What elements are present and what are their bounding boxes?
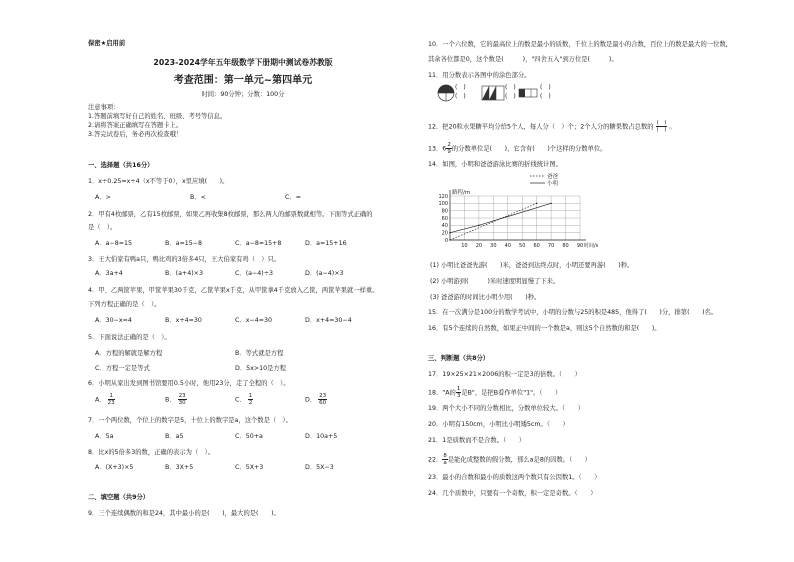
section-heading-judge: 三、判断题（共8分） (428, 355, 490, 362)
fraction-num: 23 (319, 393, 327, 399)
line-chart (428, 172, 598, 250)
fraction-den: 9 (447, 149, 451, 155)
fraction-num: 1 (248, 393, 253, 399)
option-d: D．(a−4)×3 (305, 270, 344, 277)
y-tick-label: 0 (444, 237, 448, 244)
option-c: C．方程一定是等式 (95, 365, 150, 372)
question-18-lead: 18．"A的 (428, 389, 456, 397)
question-22 (428, 453, 591, 466)
option-b: B．等式就是方程 (235, 350, 284, 357)
option-d (305, 393, 327, 406)
question-12-end: 。 (669, 123, 676, 131)
x-tick-label: 40 (504, 243, 511, 249)
option-d: D．x+4=30−4 (305, 317, 352, 324)
option-c (235, 393, 253, 406)
fraction (248, 393, 254, 406)
option-c: C．a−8=15+8 (235, 240, 282, 247)
x-tick-label: 60 (533, 243, 540, 249)
section-heading-choice: 一、选择题（共16分） (88, 162, 154, 169)
y-tick-label: 120 (438, 193, 448, 200)
question-21: 21．1是质数而不是合数。（ ） (428, 437, 526, 444)
option-label: C． (235, 396, 246, 404)
option-b: B．< (190, 194, 206, 201)
fraction-num: 1 (109, 393, 113, 399)
question-19: 19．两个大小不同的分数相比，分数单位较大。（ ） (428, 405, 584, 412)
option-label: D． (305, 396, 317, 404)
data-point (478, 225, 479, 226)
secret-stamp: 保密★启用前 (88, 40, 126, 47)
question-18 (428, 386, 561, 399)
question-9: 9．三个连续偶数的和是24，其中最小的是( )，最大的是( )。 (88, 510, 280, 517)
option-c: C．5X+3 (235, 464, 264, 471)
notice-item: 2.请将答案正确填写在答题卡上。 (88, 122, 183, 129)
question-4-cont: 下列方程正确的是（ ）。 (88, 301, 161, 308)
x-axis-label: 时间/s (584, 243, 598, 249)
option-c: C．50+a (235, 433, 263, 440)
fraction (318, 393, 327, 406)
fraction-num: 23 (178, 393, 186, 399)
y-tick-label: 40 (441, 223, 448, 230)
data-point (449, 239, 450, 240)
x-tick-label: 30 (490, 243, 497, 249)
question-12-text: 12．把20粒水果糖平均分给5个人，每人分（ ）个；2个人分的糖果数占总数的 (428, 123, 654, 131)
blank-paren: ( ) (540, 84, 551, 91)
option-b: B．3X+5 (165, 464, 194, 471)
option-a: A．> (95, 194, 111, 201)
question-14: 14．如图，小明和爸爸游泳比赛的折线统计图。 (428, 161, 562, 168)
y-tick-label: 100 (438, 201, 448, 208)
blank-paren: ( ) (505, 84, 516, 91)
option-c: C．x−4=30 (235, 317, 272, 324)
question-14-3: (3) 爸爸游的时间比小明少用( )秒。 (430, 294, 541, 301)
data-point (536, 203, 537, 204)
fraction-den: 23 (107, 400, 115, 406)
blank-paren: ( ) (505, 93, 516, 100)
question-10-cont: 其余各位都是0，这个数是( )，"四舍五入"到万位是( )。 (428, 56, 618, 63)
fraction-den: 30 (178, 400, 186, 406)
question-11: 11．用分数表示各图中的涂色部分。 (428, 72, 531, 79)
legend-label: 小明 (547, 180, 559, 187)
question-24: 24．几个质数中，只要有一个奇数，积一定是奇数。（ ） (428, 490, 597, 497)
question-10: 10．一个六位数，它的最高位上的数是最小的质数，千位上的数是最小的合数，百位上的数是最大的一位数， (428, 41, 732, 48)
question-20: 20．小明有150cm，小明比小明矮5cm。（ ） (428, 421, 569, 428)
fraction-den: 3 (456, 393, 461, 399)
x-tick-label: 80 (562, 243, 569, 249)
question-14-2: (2) 小明游到( )米时速度明显慢了下来。 (430, 278, 560, 285)
fraction-num: 8 (443, 453, 447, 459)
y-axis-label: 路程/m (452, 190, 471, 196)
notice-heading: 注意事项： (88, 104, 120, 111)
question-14-1: (1) 小明比爸爸先游( )米，爸爸到达终点时，小明还要再游( )秒。 (430, 262, 634, 269)
fraction (108, 393, 115, 406)
notice-item: 3.答完试卷后，务必再次检查哦！ (88, 131, 183, 138)
blank-fraction (656, 120, 668, 133)
x-tick-label: 90 (576, 243, 584, 249)
option-b: B．x+4=30 (165, 317, 202, 324)
blank-paren: ( ) (540, 93, 551, 100)
y-tick-label: 20 (441, 230, 448, 237)
option-a (95, 393, 115, 406)
blank: ( ) (656, 127, 667, 133)
question-23: 23．最小的合数和最小的质数这两个数只有公因数1。（ ） (428, 474, 601, 481)
y-tick-label: 60 (441, 215, 448, 222)
option-b: B．(a+4)×3 (165, 270, 203, 277)
question-12 (428, 120, 676, 133)
question-22-lead: 22． (428, 456, 443, 464)
option-a: A．a−8=15 (95, 240, 133, 247)
question-6: 6．小明从家出发到图书馆要用0.5小时，他用23分，走了全程的（ ）。 (88, 380, 290, 387)
question-5: 5．下面说法正确的是（ ）。 (88, 334, 171, 341)
option-a: A．3a+4 (95, 270, 123, 277)
option-b: B．a5 (165, 433, 184, 440)
x-tick-label: 70 (547, 243, 555, 249)
fraction-den: 60 (319, 400, 327, 406)
question-17: 17．19×25×21×2006的积一定是3的倍数。（ ） (428, 371, 581, 378)
option-d: D．5X−3 (305, 464, 334, 471)
question-2: 2．甲有4枚邮票，乙有15枚邮票，如果乙再收集8枚邮票，那么两人的邮票数就相等。下面等式正确的 (88, 211, 373, 218)
option-a: A．5a (95, 433, 114, 440)
question-18-tail: 是B"，是把B看作单位"1"。（ ） (461, 389, 562, 397)
fraction-num: 2 (447, 142, 451, 148)
option-b: B．a=15−8 (165, 240, 203, 247)
option-d: D．10a+5 (305, 433, 338, 440)
bar-figure (519, 89, 537, 97)
question-22-tail: 是能化成整数的假分数，那么a是8的因数。（ ） (447, 456, 592, 464)
blank-paren: ( ) (455, 84, 466, 91)
fraction-den: 2 (248, 400, 253, 406)
blank: ( ) (656, 120, 667, 126)
blank-paren: ( ) (455, 93, 466, 100)
circle-figure (438, 85, 454, 101)
question-13-lead: 13．6 (428, 145, 447, 153)
notice-item: 1.答题前填写好自己的姓名、班级、考号等信息。 (88, 113, 227, 120)
option-c: C．= (285, 194, 301, 201)
option-label: A． (95, 396, 106, 404)
scope-title: 考查范围：第一单元~第四单元 (173, 75, 313, 86)
x-tick-label: 50 (519, 243, 526, 249)
option-a: A．(X+3)×5 (95, 464, 134, 471)
option-d: D．5x>10是方程 (235, 365, 287, 372)
fraction-den: a (443, 460, 447, 466)
question-7: 7．一个两位数，个位上的数字是5，十位上的数字是a，这个数是（ ）。 (88, 417, 292, 424)
legend-label: 爸爸 (547, 173, 559, 180)
question-1: 1．x÷0.25=x÷4（x不等于0），x里应填( )。 (88, 178, 229, 185)
option-label: B． (165, 396, 176, 404)
question-8: 8．比x的5倍多3的数，正确的表示为（ ）。 (88, 449, 214, 456)
option-b (165, 393, 187, 406)
option-a: A．30−x=4 (95, 317, 132, 324)
section-heading-fill: 二、填空题（共9分） (88, 494, 150, 501)
time-score: 时间：90分钟；分数：100分 (201, 91, 285, 98)
x-tick-label: 20 (475, 243, 483, 249)
option-c: C．(a−4)÷3 (235, 270, 274, 277)
question-13 (428, 142, 606, 155)
option-d: D．a=15+16 (305, 240, 347, 247)
question-2-cont: 是（ ）。 (88, 224, 117, 231)
question-3: 3．王大伯家有鸭a只，鸭比鸡的3倍多4只，王大伯家有鸡（ ）只。 (88, 256, 281, 263)
option-a: A．方程的解就是解方程 (95, 350, 163, 357)
question-15: 15．在一次满分是100分的数学考试中，小明的分数与25的积是485，他得了( )分，排第( )名。 (428, 309, 718, 316)
question-13-text: 的分数单位是( )，它含有( )个这样的分数单位。 (451, 145, 607, 153)
rect-figure (482, 86, 504, 100)
data-point (550, 203, 551, 204)
question-4: 4．甲、乙两筐苹果，甲筐苹果30千克，乙筐苹果x千克，从甲筐拿4千克放入乙筐，两筐苹果就一样重。 (88, 287, 379, 294)
fraction-num: 1 (456, 386, 461, 392)
question-16: 16．有5个连续的自然数，如果正中间的一个数是a，则这5个自然数的和是( )。 (428, 325, 661, 332)
fraction (178, 393, 187, 406)
page-title: 2023-2024学年五年级数学下册期中测试卷苏教版 (153, 58, 333, 67)
data-point (449, 232, 450, 233)
x-tick-label: 10 (461, 243, 468, 249)
y-tick-label: 80 (441, 208, 448, 215)
